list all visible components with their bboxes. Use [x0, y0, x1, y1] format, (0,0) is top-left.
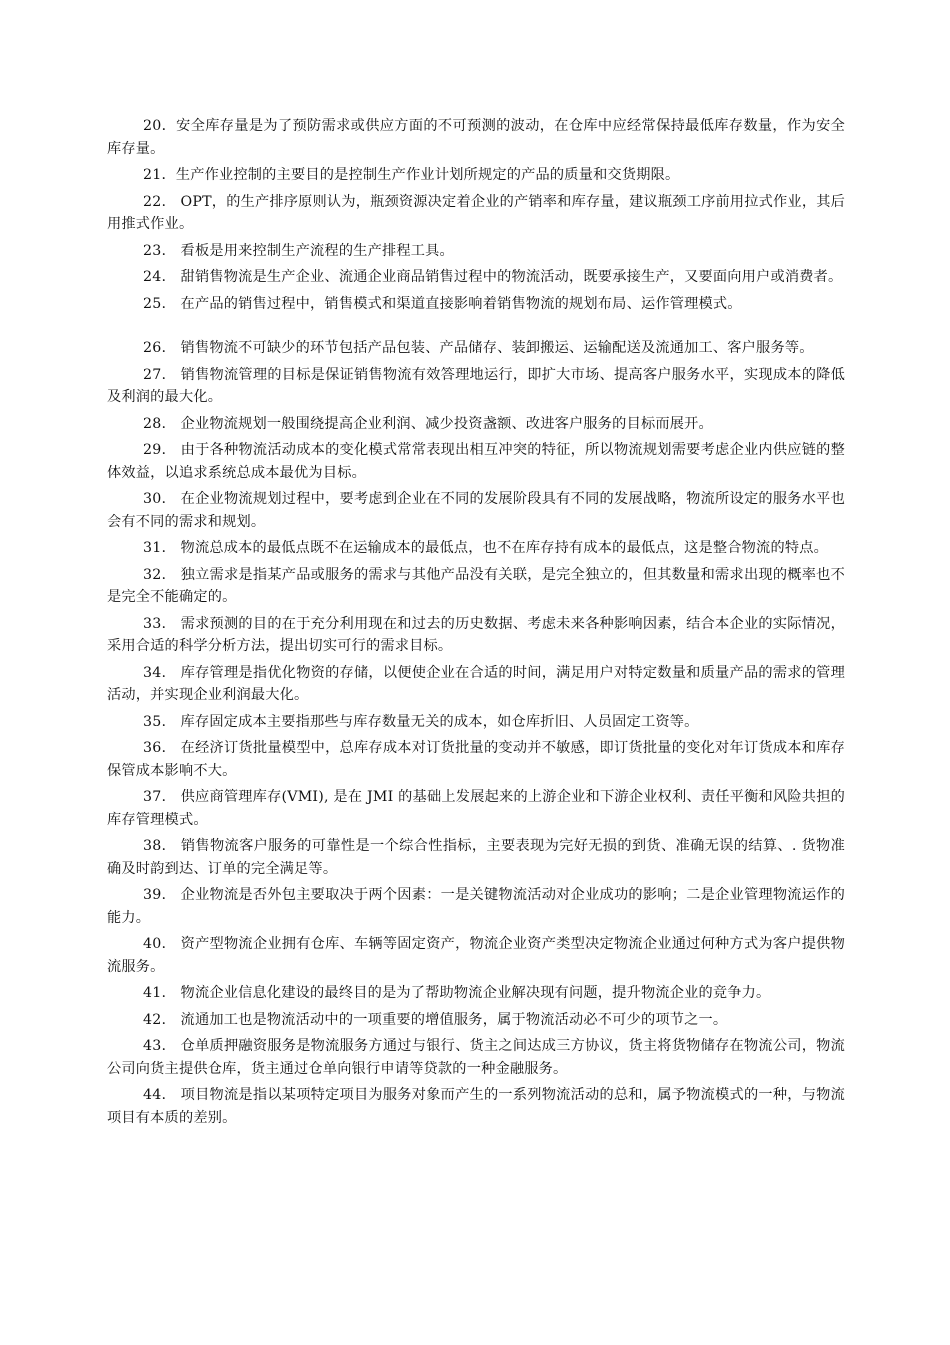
- list-item: 32. 独立需求是指某产品或服务的需求与其他产品没有关联，是完全独立的，但其数量和需求出现的概率也不是完全不能确定的。: [107, 566, 845, 605]
- list-item: 21．生产作业控制的主要目的是控制生产作业计划所规定的产品的质量和交货期限。: [143, 167, 680, 183]
- list-item: 24. 甜销售物流是生产企业、流通企业商品销售过程中的物流活动，既要承接生产，又要面向用户或消费者。: [143, 269, 843, 285]
- list-item: 41. 物流企业信息化建设的最终目的是为了帮助物流企业解决现有问题，提升物流企业的竞争力。: [143, 985, 771, 1001]
- list-item: 36. 在经济订货批量模型中，总库存成本对订货批量的变动并不敏感，即订货批量的变化对年订货成本和库存保管成本影响不大。: [107, 740, 845, 779]
- list-item: 20．安全库存量是为了预防需求或供应方面的不可预测的波动，在仓库中应经常保持最低库存数量，作为安全库存量。: [107, 118, 845, 157]
- document-body: [107, 115, 845, 1133]
- list-item: 43. 仓单质押融资服务是物流服务方通过与银行、货主之间达成三方协议，货主将货物储存在物流公司，物流公司向货主提供仓库，货主通过仓单向银行申请等贷款的一种金融服务。: [107, 1038, 845, 1077]
- list-item: 31. 物流总成本的最低点既不在运输成本的最低点，也不在库存持有成本的最低点，这是整合物流的特点。: [143, 540, 828, 556]
- list-item: 23. 看板是用来控制生产流程的生产排程工具。: [143, 242, 454, 259]
- list-item: 29. 由于各种物流活动成本的变化模式常常表现出相互冲突的特征，所以物流规划需要考虑企业内供应链的整体效益，以追求系统总成本最优为目标。: [107, 442, 845, 481]
- list-item: 44. 项目物流是指以某项特定项目为服务对象而产生的一系列物流活动的总和，属予物流模式的一种，与物流项目有本质的差别。: [107, 1087, 845, 1126]
- list-item: 28. 企业物流规划一般围绕提高企业利润、减少投资盏额、改进客户服务的目标而展开。: [143, 415, 713, 432]
- list-item: 35. 库存固定成本主要指那些与库存数量无关的成本，如仓库折旧、人员固定工资等。: [143, 713, 699, 730]
- list-item: 33. 需求预测的目的在于充分利用现在和过去的历史数据、考虑未来各种影响因素，结合本企业的实际情况，采用合适的科学分析方法，提出切实可行的需求目标。: [107, 615, 845, 654]
- paragraph-gap: [107, 319, 845, 337]
- list-item: 38. 销售物流客户服务的可靠性是一个综合性指标，主要表现为完好无损的到货、准确无误的结算、. 货物准确及时韵到达、订单的完全满足等。: [107, 838, 845, 877]
- list-item: 25. 在产品的销售过程中，销售模式和渠道直接影响着销售物流的规划布局、运作管理模式。: [143, 295, 742, 312]
- list-item: 39. 企业物流是否外包主要取决于两个因素：一是关键物流活动对企业成功的影响；二是企业管理物流运作的能力。: [107, 887, 845, 926]
- list-item: 30. 在企业物流规划过程中，要考虑到企业在不同的发展阶段具有不同的发展战略，物流所设定的服务水平也会有不同的需求和规划。: [107, 491, 845, 530]
- list-item: 40. 资产型物流企业拥有仓库、车辆等固定资产，物流企业资产类型决定物流企业通过何种方式为客户提供物流服务。: [107, 936, 845, 975]
- list-item: 37. 供应商管理库存(VMI), 是在 JMI 的基础上发展起来的上游企业和下游企业权利、责任平衡和风险共担的库存管理模式。: [107, 789, 845, 828]
- list-item: 26. 销售物流不可缺少的环节包括产品包装、产品储存、装卸搬运、运输配送及流通加工、客户服务等。: [143, 340, 814, 356]
- list-item: 42. 流通加工也是物流活动中的一项重要的增值服务，属于物流活动必不可少的项节之一。: [143, 1011, 728, 1028]
- list-item: 27. 销售物流管理的目标是保证销售物流有效答理地运行，即扩大市场、提高客户服务水平，实现成本的降低及利润的最大化。: [107, 366, 845, 405]
- list-item: 22. OPT，的生产排序原则认为，瓶颈资源决定着企业的产销率和库存量，建议瓶颈工序前用拉式作业，其后用推式作业。: [107, 193, 845, 232]
- list-item: 34. 库存管理是指优化物资的存储，以便使企业在合适的时间，满足用户对特定数量和质量产品的需求的管理活动，并实现企业利润最大化。: [107, 664, 845, 703]
